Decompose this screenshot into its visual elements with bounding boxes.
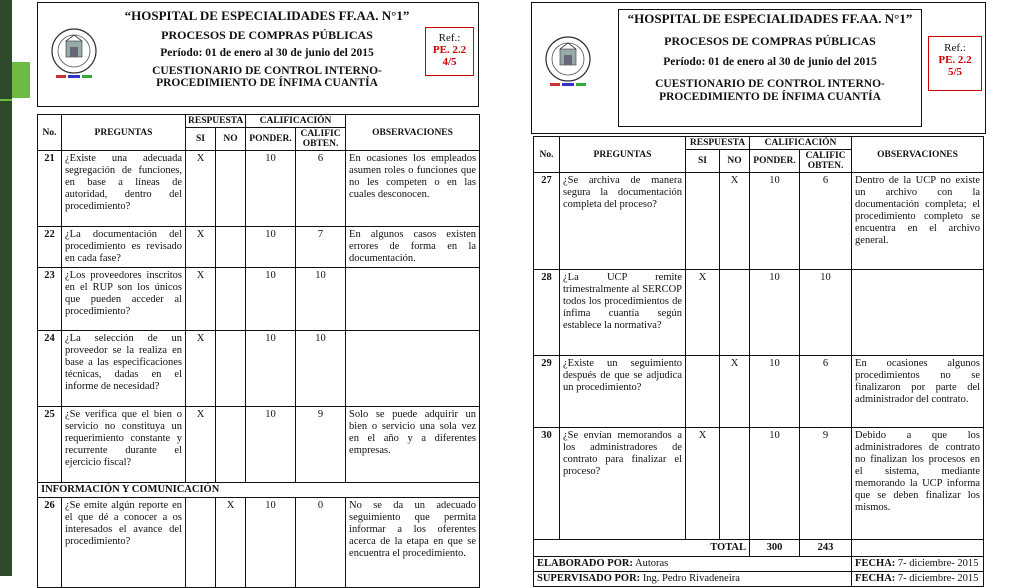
row-calific: 10 — [296, 331, 346, 407]
supervised-value: Ing. Pedro Rivadeneira — [642, 573, 740, 584]
questions-table — [37, 114, 480, 588]
col-observaciones: OBSERVACIONES — [346, 115, 480, 151]
row-number: 25 — [38, 407, 62, 483]
reference-label: Ref.: — [944, 42, 966, 54]
col-no: No. — [38, 115, 62, 151]
row-question: ¿La UCP remite trimestralmente al SERCOP todos los procedimientos de ínfima cuantía según establece la normativa? — [560, 270, 686, 356]
hospital-name: “HOSPITAL DE ESPECIALIDADES FF.AA. N°1” — [627, 11, 913, 26]
row-calific: 9 — [800, 428, 852, 540]
elaborated-label: ELABORADO POR: — [537, 558, 633, 569]
row-question: ¿Existe una adecuada segregación de funciones, en base a líneas de autoridad, dentro del procedimiento? — [62, 151, 186, 227]
row-question: ¿Los proveedores inscritos en el RUP son los únicos que pueden acceder al procedimiento? — [62, 268, 186, 331]
supervised-cell — [534, 572, 852, 587]
reference-box — [425, 27, 474, 76]
col-no-answer: NO — [216, 128, 246, 151]
row-observation — [852, 270, 984, 356]
row-ponder: 10 — [246, 331, 296, 407]
table-row — [534, 173, 984, 270]
row-ponder: 10 — [246, 227, 296, 268]
row-observation — [346, 331, 480, 407]
table-row — [534, 356, 984, 428]
row-question: ¿Se emite algún reporte en el que dé a conocer a os interesados el avance del procedimiento? — [62, 498, 186, 588]
col-calificacion: CALIFICACIÓN — [750, 137, 852, 150]
total-empty-cell — [852, 540, 984, 557]
row-calific: 6 — [800, 173, 852, 270]
row-no-answer: X — [720, 356, 750, 428]
col-respuesta: RESPUESTA — [686, 137, 750, 150]
supervised-label: SUPERVISADO POR: — [537, 573, 641, 584]
questionnaire-page-5 — [531, 0, 986, 584]
reference-page: 5/5 — [947, 66, 963, 78]
row-question: ¿Se archiva de manera segura la documentación completa del proceso? — [560, 173, 686, 270]
elaborated-cell — [534, 557, 852, 572]
row-calific: 9 — [296, 407, 346, 483]
table-row — [38, 407, 480, 483]
slide-accent-line — [0, 99, 12, 101]
row-si: X — [686, 428, 720, 540]
row-observation: En ocasiones los empleados asumen roles o funciones que no les competen o en las cuales desconocen. — [346, 151, 480, 227]
slide-accent-bar — [0, 0, 12, 576]
row-observation: En algunos casos existen errores de forma en la documentación. — [346, 227, 480, 268]
procedure-title: PROCEDIMIENTO DE ÍNFIMA CUANTÍA — [659, 91, 881, 103]
row-no-answer — [216, 227, 246, 268]
section-row — [38, 483, 480, 498]
row-number: 29 — [534, 356, 560, 428]
row-question: ¿Se verifica que el bien o servicio no constituya un requerimiento constante y recurrente durante el ejercicio fiscal? — [62, 407, 186, 483]
process-title: PROCESOS DE COMPRAS PÚBLICAS — [664, 34, 876, 48]
reference-box — [928, 36, 982, 91]
row-number: 27 — [534, 173, 560, 270]
section-title: INFORMACIÓN Y COMUNICACIÓN — [38, 483, 480, 498]
row-si — [686, 356, 720, 428]
document-header — [531, 2, 986, 134]
supervised-row — [534, 572, 984, 587]
col-si: SI — [186, 128, 216, 151]
total-ponder: 300 — [750, 540, 800, 557]
row-observation: Dentro de la UCP no existe un archivo con la documentación completa; el procedimiento completo se encuentra en el archivo general. — [852, 173, 984, 270]
table-row — [38, 227, 480, 268]
row-number: 24 — [38, 331, 62, 407]
row-ponder: 10 — [750, 270, 800, 356]
row-si: X — [186, 227, 216, 268]
row-si — [686, 173, 720, 270]
questionnaire-title: CUESTIONARIO DE CONTROL INTERNO- — [655, 78, 885, 90]
row-calific: 10 — [296, 268, 346, 331]
col-no: No. — [534, 137, 560, 173]
total-calific: 243 — [800, 540, 852, 557]
row-ponder: 10 — [246, 268, 296, 331]
row-no-answer — [216, 151, 246, 227]
row-question: ¿Se envían memorandos a los administradores de contrato para finalizar el proceso? — [560, 428, 686, 540]
row-question: ¿La selección de un proveedor se la realiza en base a las especificaciones técnicas, dadas en el informe de necesidad? — [62, 331, 186, 407]
hospital-seal-logo — [44, 25, 104, 83]
row-no-answer — [720, 428, 750, 540]
row-calific: 10 — [800, 270, 852, 356]
col-calific: CALIFIC OBTEN. — [296, 128, 346, 151]
row-observation: En ocasiones algunos procedimientos no se finalizaron por parte del administrador del contrato. — [852, 356, 984, 428]
row-observation — [346, 268, 480, 331]
col-observaciones: OBSERVACIONES — [852, 137, 984, 173]
process-title: PROCESOS DE COMPRAS PÚBLICAS — [161, 28, 373, 42]
row-question: ¿La documentación del procedimiento es revisado en cada fase? — [62, 227, 186, 268]
reference-label: Ref.: — [438, 32, 461, 44]
table-row — [38, 151, 480, 227]
row-ponder: 10 — [750, 428, 800, 540]
row-calific: 0 — [296, 498, 346, 588]
row-number: 28 — [534, 270, 560, 356]
row-si — [186, 498, 216, 588]
table-row — [38, 268, 480, 331]
row-no-answer: X — [720, 173, 750, 270]
col-respuesta: RESPUESTA — [186, 115, 246, 128]
total-row — [534, 540, 984, 557]
reference-code: PE. 2.2 — [938, 54, 972, 66]
table-row — [38, 331, 480, 407]
hospital-seal-logo — [538, 33, 598, 91]
elaborated-value: Autoras — [635, 558, 669, 569]
date-value: 7- diciembre- 2015 — [897, 558, 979, 569]
row-si: X — [186, 151, 216, 227]
col-no-answer: NO — [720, 150, 750, 173]
row-number: 30 — [534, 428, 560, 540]
row-ponder: 10 — [750, 356, 800, 428]
table-row — [38, 498, 480, 588]
col-ponder: PONDER. — [246, 128, 296, 151]
elaborated-date-cell — [852, 557, 984, 572]
hospital-name: “HOSPITAL DE ESPECIALIDADES FF.AA. N°1” — [124, 8, 410, 23]
row-no-answer — [216, 331, 246, 407]
row-calific: 6 — [800, 356, 852, 428]
questionnaire-title: CUESTIONARIO DE CONTROL INTERNO- — [152, 65, 382, 77]
row-observation: Solo se puede adquirir un bien o servicio una sola vez en el año y a diferentes empresas. — [346, 407, 480, 483]
row-no-answer — [216, 268, 246, 331]
supervised-date-cell — [852, 572, 984, 587]
row-number: 22 — [38, 227, 62, 268]
row-no-answer — [216, 407, 246, 483]
row-calific: 6 — [296, 151, 346, 227]
reference-page: 4/5 — [442, 56, 457, 68]
questionnaire-page-4 — [35, 0, 486, 576]
col-calific: CALIFIC OBTEN. — [800, 150, 852, 173]
row-no-answer — [720, 270, 750, 356]
row-no-answer: X — [216, 498, 246, 588]
total-label: TOTAL — [534, 540, 750, 557]
table-row — [534, 270, 984, 356]
row-si: X — [186, 331, 216, 407]
row-calific: 7 — [296, 227, 346, 268]
date-label: FECHA: — [855, 573, 896, 584]
procedure-title: PROCEDIMIENTO DE ÍNFIMA CUANTÍA — [156, 77, 378, 89]
row-observation: Debido a que los administradores de contrato no finalizan los procesos en el sistema, mediante memorando la UCP informa que se deben finalizar los mismos. — [852, 428, 984, 540]
col-preguntas: PREGUNTAS — [62, 115, 186, 151]
col-preguntas: PREGUNTAS — [560, 137, 686, 173]
period-line: Período: 01 de enero al 30 de junio del 2015 — [160, 47, 374, 59]
elaborated-row — [534, 557, 984, 572]
row-number: 26 — [38, 498, 62, 588]
col-si: SI — [686, 150, 720, 173]
slide-accent-square — [12, 62, 30, 98]
period-line: Período: 01 de enero al 30 de junio del 2015 — [663, 56, 877, 68]
row-question: ¿Existe un seguimiento después de que se adjudica un procedimiento? — [560, 356, 686, 428]
date-value: 7- diciembre- 2015 — [897, 573, 979, 584]
row-ponder: 10 — [246, 498, 296, 588]
col-calificacion: CALIFICACIÓN — [246, 115, 346, 128]
row-ponder: 10 — [750, 173, 800, 270]
row-si: X — [186, 268, 216, 331]
row-ponder: 10 — [246, 151, 296, 227]
row-number: 23 — [38, 268, 62, 331]
reference-code: PE. 2.2 — [432, 44, 467, 56]
document-header — [37, 2, 479, 107]
row-observation: No se da un adecuado seguimiento que permita informar a los oferentes acerca de la etapa en que se encuentra el procedimiento. — [346, 498, 480, 588]
col-ponder: PONDER. — [750, 150, 800, 173]
questions-table — [533, 136, 984, 587]
row-si: X — [686, 270, 720, 356]
row-si: X — [186, 407, 216, 483]
row-number: 21 — [38, 151, 62, 227]
date-label: FECHA: — [855, 558, 896, 569]
row-ponder: 10 — [246, 407, 296, 483]
table-row — [534, 428, 984, 540]
